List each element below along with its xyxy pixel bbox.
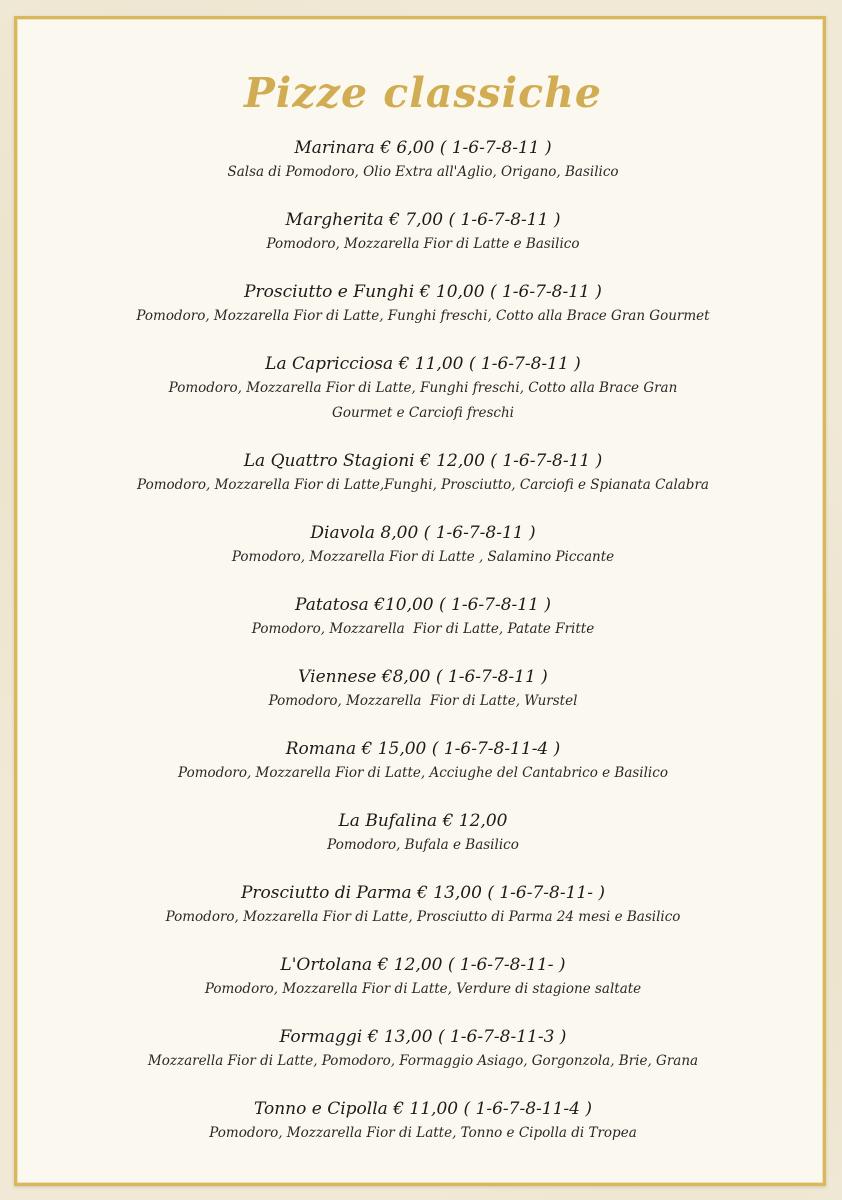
item-heading (17, 449, 829, 473)
item-allergens: ( 1-6-7-8-11 ) (439, 595, 551, 615)
item-price: € 12,00 (442, 811, 508, 831)
menu-item (17, 1097, 829, 1146)
item-heading (17, 208, 829, 232)
item-description: Pomodoro, Mozzarella Fior di Latte, Patate Fritte (251, 621, 595, 637)
item-allergens: ( 1-6-7-8-11- ) (487, 883, 606, 903)
menu-item (17, 737, 829, 786)
item-price: € 6,00 (380, 138, 435, 158)
item-allergens: ( 1-6-7-8-11 ) (435, 667, 548, 687)
item-price: € 12,00 (420, 451, 485, 471)
item-price: € 11,00 (393, 1099, 459, 1119)
item-allergens: ( 1-6-7-8-11 ) (448, 210, 561, 230)
item-name: Diavola (310, 523, 375, 543)
item-description: Pomodoro, Mozzarella Fior di Latte, Acciughe del Cantabrico e Basilico (178, 765, 668, 781)
item-allergens: ( 1-6-7-8-11 ) (468, 354, 581, 374)
item-price: 8,00 (380, 523, 419, 543)
item-heading (17, 521, 829, 545)
item-price: € 13,00 (367, 1027, 433, 1047)
item-price: € 15,00 (361, 739, 427, 759)
menu-title: Pizze classiche (243, 69, 603, 117)
menu-item (17, 136, 829, 185)
item-price: € 13,00 (417, 883, 482, 903)
menu-card (14, 16, 826, 1186)
item-allergens: ( 1-6-7-8-11 ) (490, 451, 603, 471)
menu-item (17, 881, 829, 930)
item-description: Pomodoro, Mozzarella Fior di Latte e Basilico (266, 236, 580, 252)
item-heading (17, 593, 829, 617)
item-description: Pomodoro, Mozzarella Fior di Latte, Tonno e Cipolla di Tropea (209, 1125, 637, 1141)
menu-item (17, 449, 829, 498)
menu-item (17, 809, 829, 858)
item-allergens: ( 1-6-7-8-11-4 ) (463, 1099, 593, 1119)
item-description: Pomodoro, Bufala e Basilico (327, 837, 519, 853)
item-allergens: ( 1-6-7-8-11-4 ) (431, 739, 561, 759)
pizza-list (17, 136, 829, 1169)
item-description: Pomodoro, Mozzarella Fior di Latte,Funghi, Prosciutto, Carciofi e Spianata Calabra (137, 477, 709, 493)
item-price: €10,00 (374, 595, 434, 615)
item-name: Marinara (294, 138, 375, 158)
item-heading (17, 1025, 829, 1049)
menu-item (17, 665, 829, 714)
item-heading (17, 737, 829, 761)
item-heading (17, 881, 829, 905)
item-heading (17, 136, 829, 160)
item-allergens: ( 1-6-7-8-11 ) (489, 282, 602, 302)
item-heading (17, 1097, 829, 1121)
item-heading (17, 809, 829, 833)
item-name: Prosciutto di Parma (240, 883, 412, 903)
item-name: La Capricciosa (265, 354, 394, 374)
item-description: Pomodoro, Mozzarella Fior di Latte, Prosciutto di Parma 24 mesi e Basilico (165, 909, 681, 925)
item-name: Prosciutto e Funghi (244, 282, 415, 302)
item-name: Patatosa (295, 595, 369, 615)
item-description: Pomodoro, Mozzarella Fior di Latte, Verdure di stagione saltate (204, 981, 642, 997)
item-description: Pomodoro, Mozzarella Fior di Latte, Funghi freschi, Cotto alla Brace Gran Gourmet (136, 308, 710, 324)
item-description: Pomodoro, Mozzarella Fior di Latte, Funghi freschi, Cotto alla Brace Gran Gourmet e Carciofi freschi (168, 380, 678, 421)
item-name: Margherita (285, 210, 384, 230)
menu-item (17, 352, 829, 426)
item-heading (17, 953, 829, 977)
item-name: Formaggi (279, 1027, 363, 1047)
item-price: € 12,00 (377, 955, 443, 975)
item-allergens: ( 1-6-7-8-11 ) (423, 523, 536, 543)
menu-item (17, 1025, 829, 1074)
item-name: Romana (285, 739, 357, 759)
item-name: Viennese (298, 667, 377, 687)
item-description: Pomodoro, Mozzarella Fior di Latte , Salamino Piccante (231, 549, 615, 565)
menu-item (17, 953, 829, 1002)
item-description: Mozzarella Fior di Latte, Pomodoro, Formaggio Asiago, Gorgonzola, Brie, Grana (147, 1053, 699, 1069)
menu-item (17, 280, 829, 329)
item-price: €8,00 (381, 667, 431, 687)
item-description: Pomodoro, Mozzarella Fior di Latte, Wurstel (268, 693, 578, 709)
menu-item (17, 521, 829, 570)
item-name: La Bufalina (338, 811, 438, 831)
item-allergens: ( 1-6-7-8-11-3 ) (437, 1027, 567, 1047)
item-heading (17, 352, 829, 376)
item-description: Salsa di Pomodoro, Olio Extra all'Aglio, Origano, Basilico (227, 164, 619, 180)
item-price: € 7,00 (389, 210, 444, 230)
item-name: Tonno e Cipolla (253, 1099, 388, 1119)
item-price: € 10,00 (419, 282, 485, 302)
item-name: L'Ortolana (280, 955, 373, 975)
item-heading (17, 665, 829, 689)
item-name: La Quattro Stagioni (243, 451, 415, 471)
menu-item (17, 593, 829, 642)
item-allergens: ( 1-6-7-8-11 ) (439, 138, 552, 158)
item-price: € 11,00 (398, 354, 464, 374)
item-heading (17, 280, 829, 304)
item-allergens: ( 1-6-7-8-11- ) (447, 955, 566, 975)
menu-item (17, 208, 829, 257)
